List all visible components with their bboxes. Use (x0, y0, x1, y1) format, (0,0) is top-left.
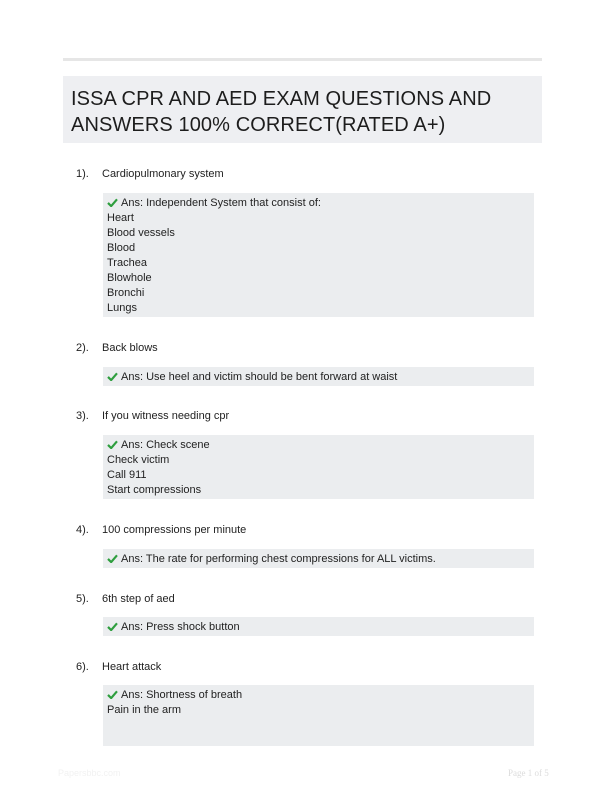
footer-watermark: Papersbbc.com (58, 768, 121, 778)
answer-line: Ans: Press shock button (107, 620, 530, 635)
answer-box (103, 367, 534, 386)
check-icon (107, 372, 118, 381)
answer-line: Check victim (107, 454, 170, 466)
answer-box (103, 193, 534, 317)
question-number: 3). (76, 410, 89, 422)
answer-box (103, 685, 534, 746)
check-icon (107, 554, 118, 563)
answer-line: Trachea (107, 257, 147, 269)
answer-line: Ans: Independent System that consist of: (107, 196, 530, 211)
answer-line: Call 911 (107, 469, 147, 481)
page-title-line: ISSA CPR AND AED EXAM QUESTIONS AND (71, 88, 492, 110)
answer-line: Blood vessels (107, 227, 175, 239)
top-divider (63, 58, 542, 61)
answer-line: Lungs (107, 302, 137, 314)
answer-line: Blowhole (107, 272, 152, 284)
answer-line: Heart (107, 212, 134, 224)
answer-box (103, 549, 534, 568)
answer-line: Ans: Check scene (107, 438, 530, 453)
page-title-line: ANSWERS 100% CORRECT(RATED A+) (71, 114, 446, 136)
page-number: Page 1 of 5 (508, 768, 549, 778)
answer-line: Ans: Use heel and victim should be bent forward at waist (107, 370, 530, 385)
answer-line: Start compressions (107, 484, 202, 496)
question-number: 6). (76, 661, 89, 673)
answer-line: Ans: The rate for performing chest compressions for ALL victims. (107, 552, 530, 567)
check-icon (107, 622, 118, 631)
check-icon (107, 690, 118, 699)
question-number: 2). (76, 342, 89, 354)
answer-line: Blood (107, 242, 136, 254)
answer-line: Bronchi (107, 287, 145, 299)
question-text: If you witness needing cpr (102, 410, 230, 422)
question-text: Heart attack (102, 661, 162, 673)
answer-line: Pain in the arm (107, 704, 181, 716)
question-text: Back blows (102, 342, 158, 354)
answer-line: Ans: Shortness of breath (107, 688, 530, 703)
question-text: Cardiopulmonary system (102, 168, 224, 180)
question-text: 6th step of aed (102, 593, 175, 605)
page-title (63, 76, 542, 143)
check-icon (107, 440, 118, 449)
question-text: 100 compressions per minute (102, 524, 247, 536)
question-number: 4). (76, 524, 89, 536)
question-number: 5). (76, 593, 89, 605)
check-icon (107, 198, 118, 207)
answer-box (103, 435, 534, 499)
question-number: 1). (76, 168, 89, 180)
answer-box (103, 617, 534, 636)
